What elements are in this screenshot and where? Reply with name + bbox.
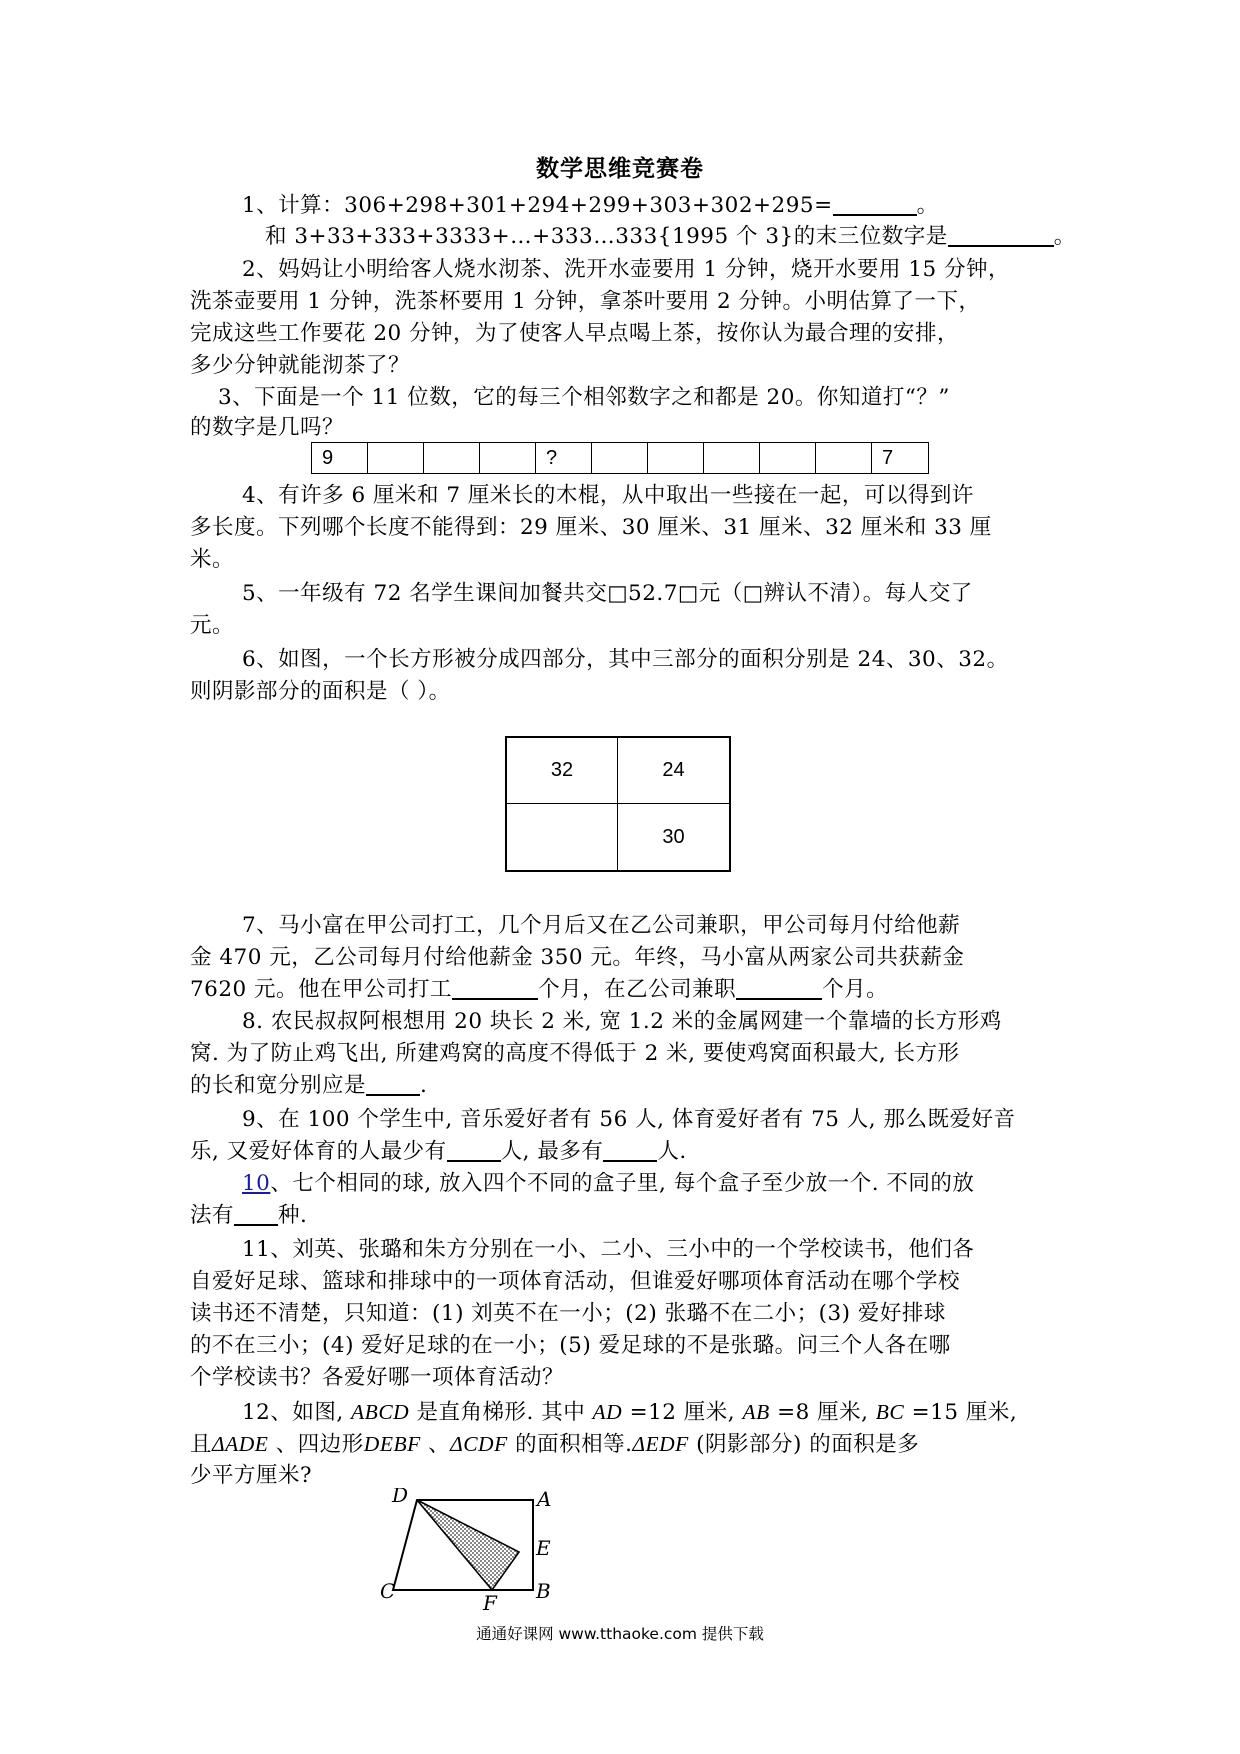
math: ΔADE <box>212 1432 269 1456</box>
math: DEBF <box>363 1432 421 1456</box>
text: =12 厘米, <box>629 1400 736 1425</box>
digit-cell[interactable] <box>368 443 424 473</box>
page-title: 数学思维竞赛卷 <box>536 155 704 182</box>
text: 是直角梯形. 其中 <box>416 1400 586 1425</box>
question-12-line: 少平方厘米? <box>190 1463 313 1488</box>
digit-cell[interactable] <box>424 443 480 473</box>
question-10-link[interactable]: 10 <box>242 1171 271 1196</box>
question-9-line-2 <box>190 1136 1060 1168</box>
math: ΔEDF <box>632 1432 689 1456</box>
question-1-line-2 <box>265 221 1135 253</box>
text: 的长和宽分别应是 <box>190 1073 367 1098</box>
text: 12、如图, <box>242 1400 344 1425</box>
digit-cell[interactable] <box>816 443 872 473</box>
label-a: A <box>537 1488 552 1511</box>
answer-blank[interactable] <box>452 976 538 1000</box>
question-5-line: 元。 <box>190 613 235 638</box>
question-7-line-3 <box>190 974 1060 1006</box>
text: 个月，在乙公司兼职 <box>538 977 737 1002</box>
digit-cell[interactable]: 7 <box>882 447 894 469</box>
digit-cell[interactable] <box>760 443 816 473</box>
question-1-text-2: 和 3+33+333+3333+…+333…333{1995 个 3}的末三位数字是 <box>265 224 948 249</box>
text: 、七个相同的球, 放入四个不同的盒子里, 每个盒子至少放一个. 不同的放 <box>270 1171 975 1196</box>
text: 法有 <box>190 1203 235 1228</box>
answer-blank[interactable] <box>833 192 917 216</box>
question-10-line-2 <box>190 1200 1060 1232</box>
answer-blank[interactable] <box>366 1072 420 1096</box>
area-cell: 32 <box>507 738 618 804</box>
text: =15 厘米, <box>911 1400 1018 1425</box>
digit-cell[interactable] <box>648 443 704 473</box>
text: 、 <box>428 1432 451 1457</box>
answer-blank[interactable] <box>234 1202 278 1226</box>
question-8-line: 窝. 为了防止鸡飞出, 所建鸡窝的高度不得低于 2 米, 要使鸡窝面积最大, 长方形 <box>190 1041 960 1066</box>
digit-cell[interactable]: ? <box>536 443 592 473</box>
question-2-line: 完成这些工作要花 20 分钟，为了使客人早点喝上茶，按你认为最合理的安排， <box>190 321 960 346</box>
question-4-line: 4、有许多 6 厘米和 7 厘米长的木棍，从中取出一些接在一起，可以得到许 <box>242 483 974 508</box>
math: ΔCDF <box>450 1432 508 1456</box>
answer-blank[interactable] <box>603 1138 657 1162</box>
question-11-line: 读书还不清楚，只知道：(1) 刘英不在一小；(2) 张璐不在二小；(3) 爱好排球 <box>190 1301 946 1326</box>
question-3-line: 3、下面是一个 11 位数，它的每三个相邻数字之和都是 20。你知道打“？” <box>218 385 950 410</box>
digit-cell[interactable] <box>480 443 536 473</box>
answer-blank[interactable] <box>948 223 1054 247</box>
question-2-line: 多少分钟就能沏茶了？ <box>190 353 411 378</box>
trapezoid-figure <box>380 1488 560 1610</box>
question-6-line: 6、如图，一个长方形被分成四部分，其中三部分的面积分别是 24、30、32。 <box>242 647 1009 672</box>
text: 个月。 <box>822 977 889 1002</box>
label-d: D <box>392 1488 409 1507</box>
text: 且 <box>190 1432 213 1457</box>
question-1-text: 1、计算：306+298+301+294+299+303+302+295= <box>242 193 833 218</box>
question-3-line: 的数字是几吗？ <box>190 415 345 440</box>
label-e: E <box>536 1536 551 1560</box>
digit-cell[interactable] <box>592 443 648 473</box>
question-8-line: 8. 农民叔叔阿根想用 20 块长 2 米, 宽 1.2 米的金属网建一个靠墙的长方形鸡 <box>242 1009 1002 1034</box>
question-2-line: 洗茶壶要用 1 分钟，洗茶杯要用 1 分钟，拿茶叶要用 2 分钟。小明估算了一下， <box>190 289 981 314</box>
question-11-line: 个学校读书？各爱好哪一项体育活动？ <box>190 1365 565 1390</box>
question-10-line <box>242 1168 1112 1200</box>
punct: 。 <box>1053 224 1076 249</box>
text: 人, 最多有 <box>500 1139 604 1164</box>
label-f: F <box>483 1591 497 1610</box>
text: 7620 元。他在甲公司打工 <box>190 977 453 1002</box>
text: 人. <box>657 1139 687 1164</box>
question-6-line: 则阴影部分的面积是（ ）。 <box>190 679 451 704</box>
question-11-line: 11、刘英、张璐和朱方分别在一小、二小、三小中的一个学校读书，他们各 <box>242 1237 975 1262</box>
punct: 。 <box>916 193 939 218</box>
digit-cell[interactable]: 9 <box>312 443 368 473</box>
text: (阴影部分) 的面积是多 <box>696 1432 920 1457</box>
question-7-line: 7、马小富在甲公司打工，几个月后又在乙公司兼职，甲公司每月付给他薪 <box>242 913 961 938</box>
question-9-line: 9、在 100 个学生中, 音乐爱好者有 56 人, 体育爱好者有 75 人, 那么既爱好音 <box>242 1107 1016 1132</box>
digit-cell[interactable] <box>704 443 760 473</box>
question-11-line: 的不在三小；(4) 爱好足球的在一小；(5) 爱足球的不是张璐。问三个人各在哪 <box>190 1333 951 1358</box>
math: BC <box>875 1400 905 1424</box>
area-cell: 30 <box>662 825 685 848</box>
text: 、四边形 <box>275 1432 364 1457</box>
rectangle-figure <box>505 736 731 872</box>
question-2-line: 2、妈妈让小明给客人烧水沏茶、洗开水壶要用 1 分钟，烧开水要用 15 分钟， <box>242 257 1011 282</box>
question-7-line: 金 470 元，乙公司每月付给他薪金 350 元。年终，马小富从两家公司共获薪金 <box>190 945 965 970</box>
question-5-line: 5、一年级有 72 名学生课间加餐共交□52.7□元（□辨认不清）。每人交了 <box>242 581 973 606</box>
question-4-line: 多长度。下列哪个长度不能得到：29 厘米、30 厘米、31 厘米、32 厘米和 33 厘 <box>190 515 992 540</box>
text: . <box>420 1073 428 1098</box>
text: =8 厘米, <box>777 1400 869 1425</box>
question-1-line-1 <box>242 190 1112 222</box>
area-cell: 24 <box>618 738 729 804</box>
question-12-line-2 <box>190 1428 1060 1461</box>
footer-source: 通通好课网 www.tthaoke.com 提供下载 <box>476 1625 764 1643</box>
label-b: B <box>536 1579 551 1603</box>
text: 乐, 又爱好体育的人最少有 <box>190 1139 447 1164</box>
digit-grid <box>311 442 929 474</box>
text: 种. <box>278 1203 308 1228</box>
label-c: C <box>380 1579 396 1603</box>
math: ABCD <box>351 1400 410 1424</box>
text: 的面积相等. <box>515 1432 633 1457</box>
math: AB <box>742 1400 770 1424</box>
answer-blank[interactable] <box>447 1138 501 1162</box>
question-8-line-3 <box>190 1070 1060 1102</box>
question-11-line: 自爱好足球、篮球和排球中的一项体育活动，但谁爱好哪项体育活动在哪个学校 <box>190 1269 961 1294</box>
answer-blank[interactable] <box>736 976 822 1000</box>
math: AD <box>592 1400 623 1424</box>
shaded-cell <box>507 804 618 870</box>
question-12-line-1 <box>242 1396 1112 1429</box>
shaded-triangle <box>417 1500 519 1590</box>
question-4-line: 米。 <box>190 547 235 572</box>
